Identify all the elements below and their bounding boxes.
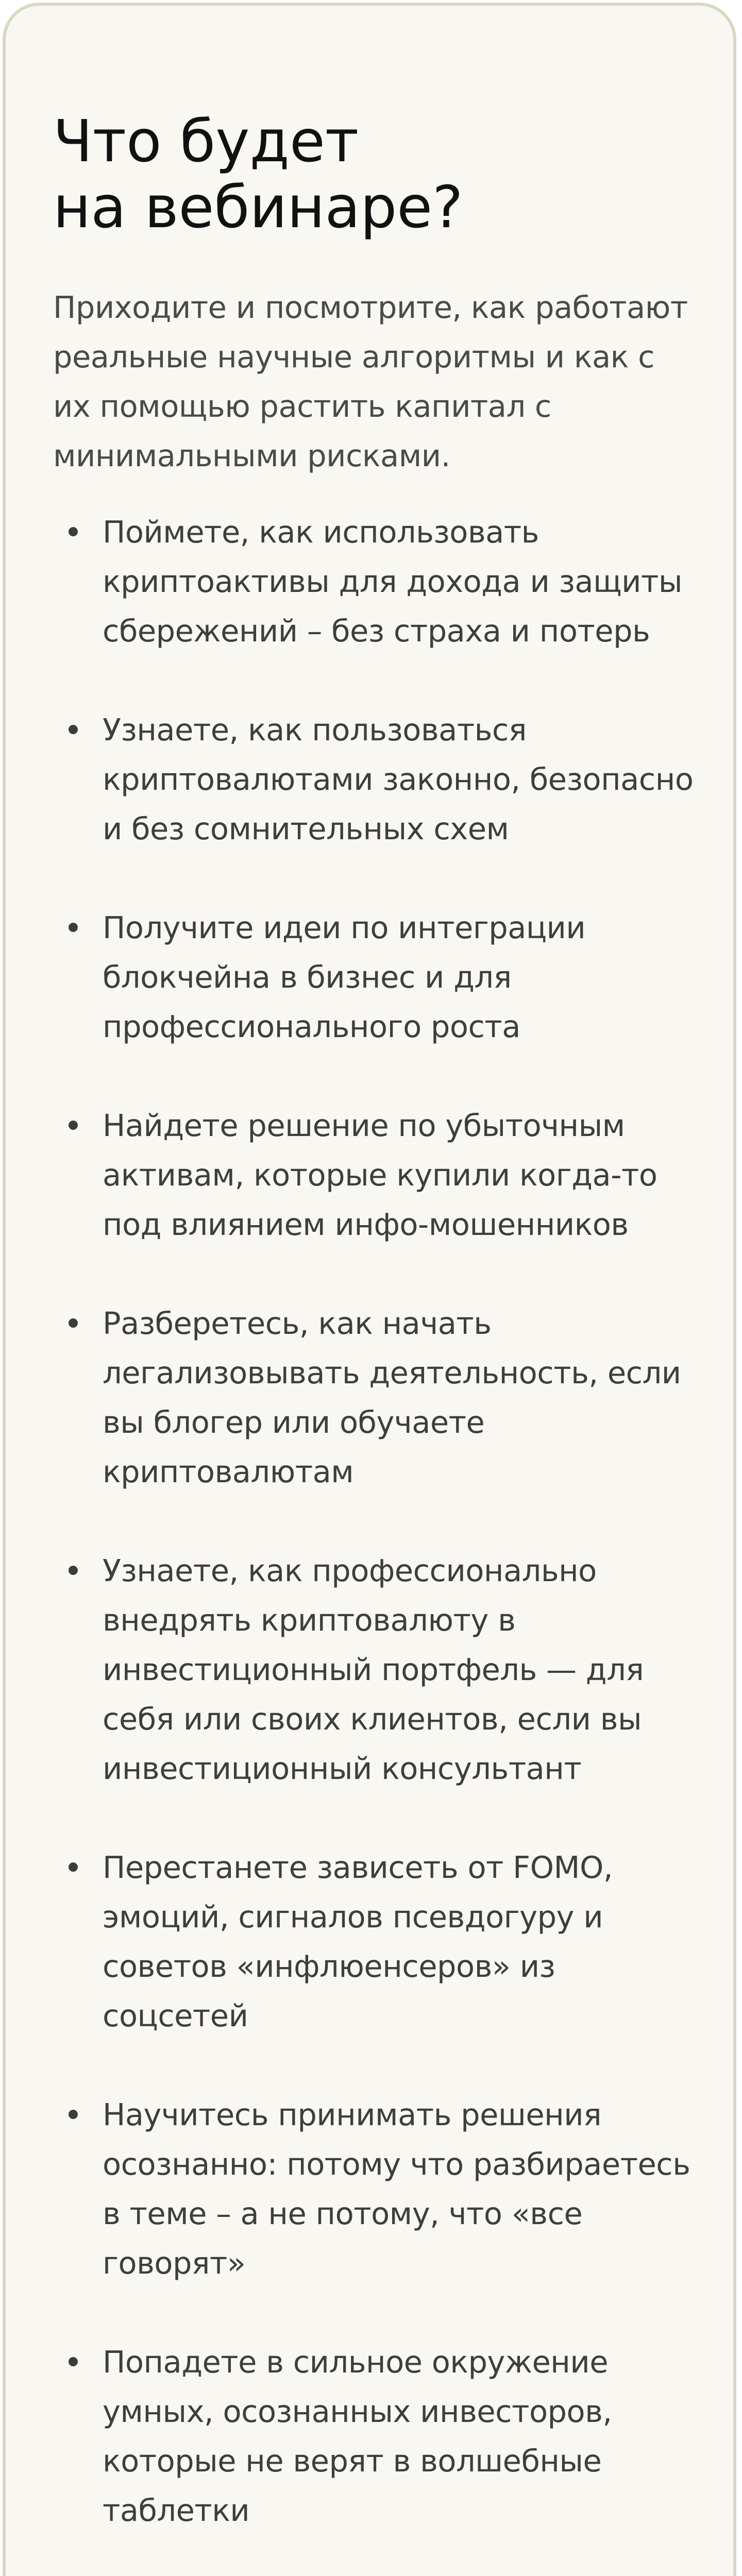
list-item-line: криптовалютам xyxy=(103,1454,354,1489)
list-item-line: таблетки xyxy=(103,2493,250,2528)
list-item xyxy=(53,507,695,656)
bullet-dot-icon xyxy=(69,1862,78,1872)
list-item xyxy=(53,2090,695,2288)
list-item-line: внедрять криптовалюту в xyxy=(103,1602,516,1638)
intro-line: их помощью растить капитал с xyxy=(53,388,551,424)
list-item-line: активам, которые купили когда-то xyxy=(103,1157,657,1193)
bullet-dot-icon xyxy=(69,2357,78,2366)
list-item-line: в теме – а не потому, что «все xyxy=(103,2196,583,2231)
bullet-dot-icon xyxy=(69,923,78,932)
list-item-line: осознанно: потому что разбираетесь xyxy=(103,2146,690,2182)
bullet-dot-icon xyxy=(69,1566,78,1575)
bullet-dot-icon xyxy=(69,725,78,734)
list-item xyxy=(53,1299,695,1497)
list-item-line: умных, осознанных инвесторов, xyxy=(103,2394,612,2429)
list-item xyxy=(53,903,695,1052)
list-item-line: легализовывать деятельность, если xyxy=(103,1355,681,1391)
section-title-line: на вебинаре? xyxy=(53,174,463,241)
list-item xyxy=(53,1101,695,1249)
section-title-line: Что будет xyxy=(53,108,359,175)
list-item-line: Разберетесь, как начать xyxy=(103,1306,492,1341)
list-item-line: криптовалютами законно, безопасно xyxy=(103,761,694,797)
list-item-line: которые не верят в волшебные xyxy=(103,2443,602,2479)
intro-line: Приходите и посмотрите, как работают xyxy=(53,290,688,325)
list-item-line: сбережений – без страха и потерь xyxy=(103,613,650,649)
webinar-info-card xyxy=(3,3,736,2576)
list-item-line: Научитесь принимать решения xyxy=(103,2097,602,2132)
benefits-list xyxy=(53,507,695,2576)
bullet-dot-icon xyxy=(69,1318,78,1328)
list-item-line: инвестиционный портфель — для xyxy=(103,1652,644,1687)
list-item-line: Узнаете, как пользоваться xyxy=(103,712,527,748)
list-item-line: и без сомнительных схем xyxy=(103,811,509,846)
list-item xyxy=(53,1843,695,2041)
list-item-line: Попадете в сильное окружение xyxy=(103,2344,608,2380)
bullet-dot-icon xyxy=(69,527,78,536)
list-item-line: Получите идеи по интеграции xyxy=(103,910,586,945)
list-item xyxy=(53,1546,695,1793)
intro-line: минимальными рисками. xyxy=(53,438,450,473)
bullet-dot-icon xyxy=(69,2110,78,2119)
list-item-line: блокчейна в бизнес и для xyxy=(103,959,512,995)
intro-line: реальные научные алгоритмы и как с xyxy=(53,339,655,375)
list-item-line: эмоций, сигналов псевдогуру и xyxy=(103,1899,603,1935)
list-item-line: Узнаете, как профессионально xyxy=(103,1553,597,1588)
list-item-line: профессионального роста xyxy=(103,1009,520,1044)
list-item-line: криптоактивы для дохода и защиты xyxy=(103,564,682,599)
list-item-line: Найдете решение по убыточным xyxy=(103,1108,625,1143)
intro-paragraph xyxy=(53,283,695,481)
list-item xyxy=(53,705,695,854)
list-item-line: Поймете, как использовать xyxy=(103,514,539,550)
section-title xyxy=(53,109,695,241)
list-item-line: вы блогер или обучаете xyxy=(103,1404,485,1440)
list-item-line: говорят» xyxy=(103,2245,246,2281)
list-item-line: себя или своих клиентов, если вы xyxy=(103,1701,642,1737)
list-item-line: инвестиционный консультант xyxy=(103,1751,582,1786)
list-item-line: Перестанете зависеть от FOMO, xyxy=(103,1850,613,1885)
list-item-line: советов «инфлюенсеров» из xyxy=(103,1948,555,1984)
list-item-line: под влиянием инфо-мошенников xyxy=(103,1207,629,1242)
bullet-dot-icon xyxy=(69,1121,78,1130)
list-item-line: соцсетей xyxy=(103,1998,248,2033)
list-item xyxy=(53,2337,695,2535)
